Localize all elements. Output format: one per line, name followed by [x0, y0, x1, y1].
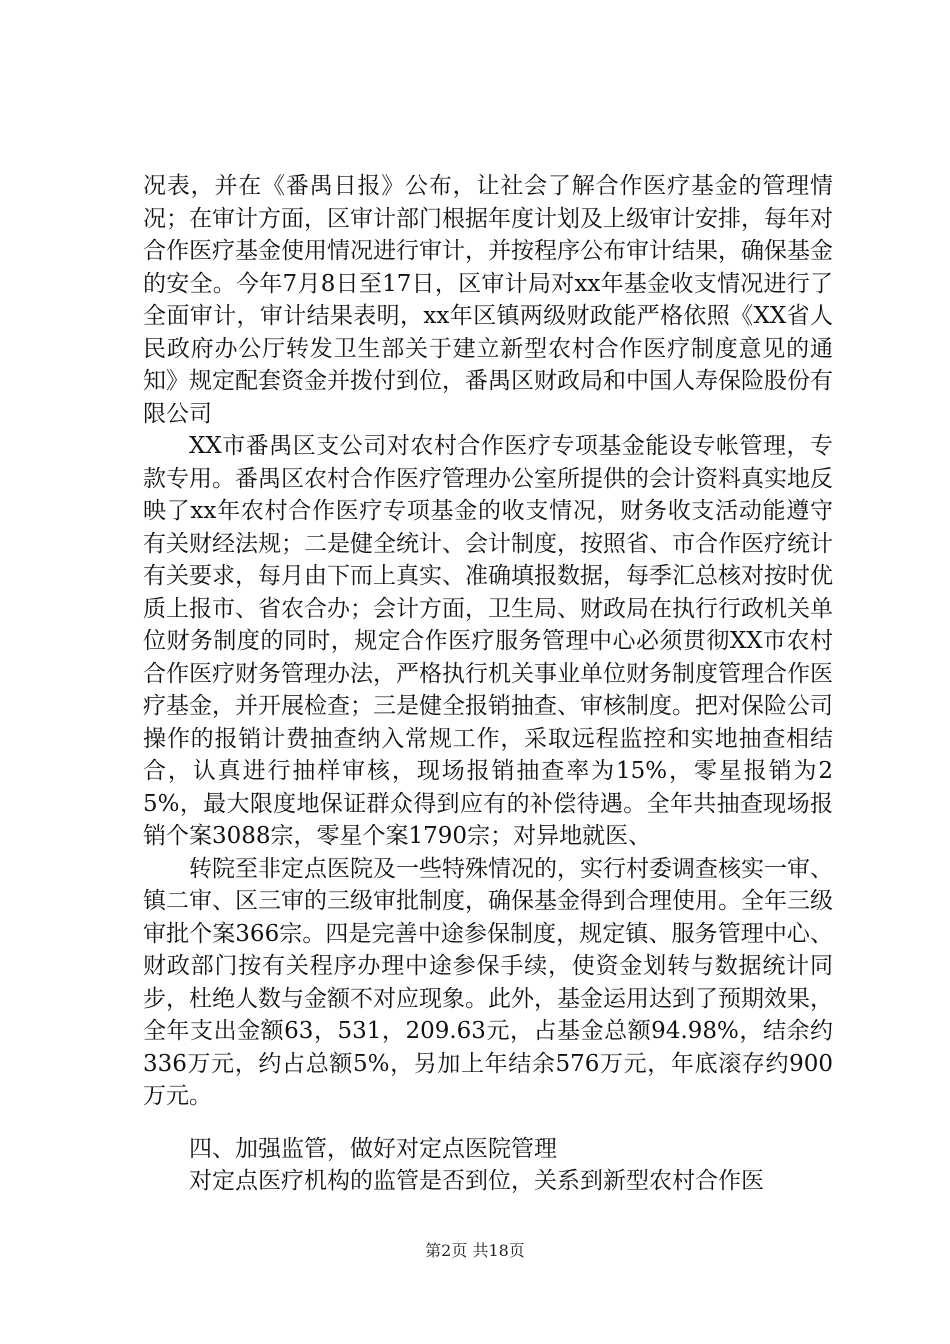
paragraph-4: 对定点医疗机构的监管是否到位，关系到新型农村合作医 — [189, 1168, 764, 1194]
document-body — [143, 170, 833, 1198]
section-heading: 四、加强监管，做好对定点医院管理 — [189, 1135, 557, 1162]
paragraph-spacer — [143, 1113, 833, 1133]
paragraph-1: 况表，并在《番禺日报》公布，让社会了解合作医疗基金的管理情况；在审计方面，区审计部门根据年度计划及上级审计安排，每年对合作医疗基金使用情况进行审计，并按程序公布审计结果，确保基金的安全。今年7月8日至17日，区审计局对xx年基金收支情况进行了全面审计，审计结果表明，xx年区镇两级财政能严格依照《XX省人民政府办公厅转发卫生部关于建立新型农村合作医疗制度意见的通知》规定配套资金并拨付到位，番禺区财政局和中国人寿保险股份有限公司 — [143, 173, 833, 427]
paragraph-3: 转院至非定点医院及一些特殊情况的，实行村委调查核实一审、镇二审、区三审的三级审批制度，确保基金得到合理使用。全年三级审批个案366宗。四是完善中途参保制度，规定镇、服务管理中心、财政部门按有关程序办理中途参保手续，使资金划转与数据统计同步，杜绝人数与金额不对应现象。此外，基金运用达到了预期效果，全年支出金额63，531，209.63元，占基金总额94.98%，结余约336万元，约占总额5%，另加上年结余576万元，年底滚存约900万元。 — [143, 855, 833, 1109]
page-footer: 第2页 共18页 — [425, 1241, 525, 1260]
paragraph-2: XX市番禺区支公司对农村合作医疗专项基金能设专帐管理，专款专用。番禺区农村合作医疗管理办公室所提供的会计资料真实地反映了xx年农村合作医疗专项基金的收支情况，财务收支活动能遵守有关财经法规；二是健全统计、会计制度，按照省、市合作医疗统计有关要求，每月由下而上真实、准确填报数据，每季汇总核对按时优质上报市、省农合办；会计方面，卫生局、财政局在执行行政机关单位财务制度的同时，规定合作医疗服务管理中心必须贯彻XX市农村合作医疗财务管理办法，严格执行机关事业单位财务制度管理合作医疗基金，并开展检查；三是健全报销抽查、审核制度。把对保险公司操作的报销计费抽查纳入常规工作，采取远程监控和实地抽查相结合，认真进行抽样审核，现场报销抽查率为15%，零星报销为25%，最大限度地保证群众得到应有的补偿待遇。全年共抽查现场报销个案3088宗，零星个案1790宗；对异地就医、 — [143, 433, 833, 849]
